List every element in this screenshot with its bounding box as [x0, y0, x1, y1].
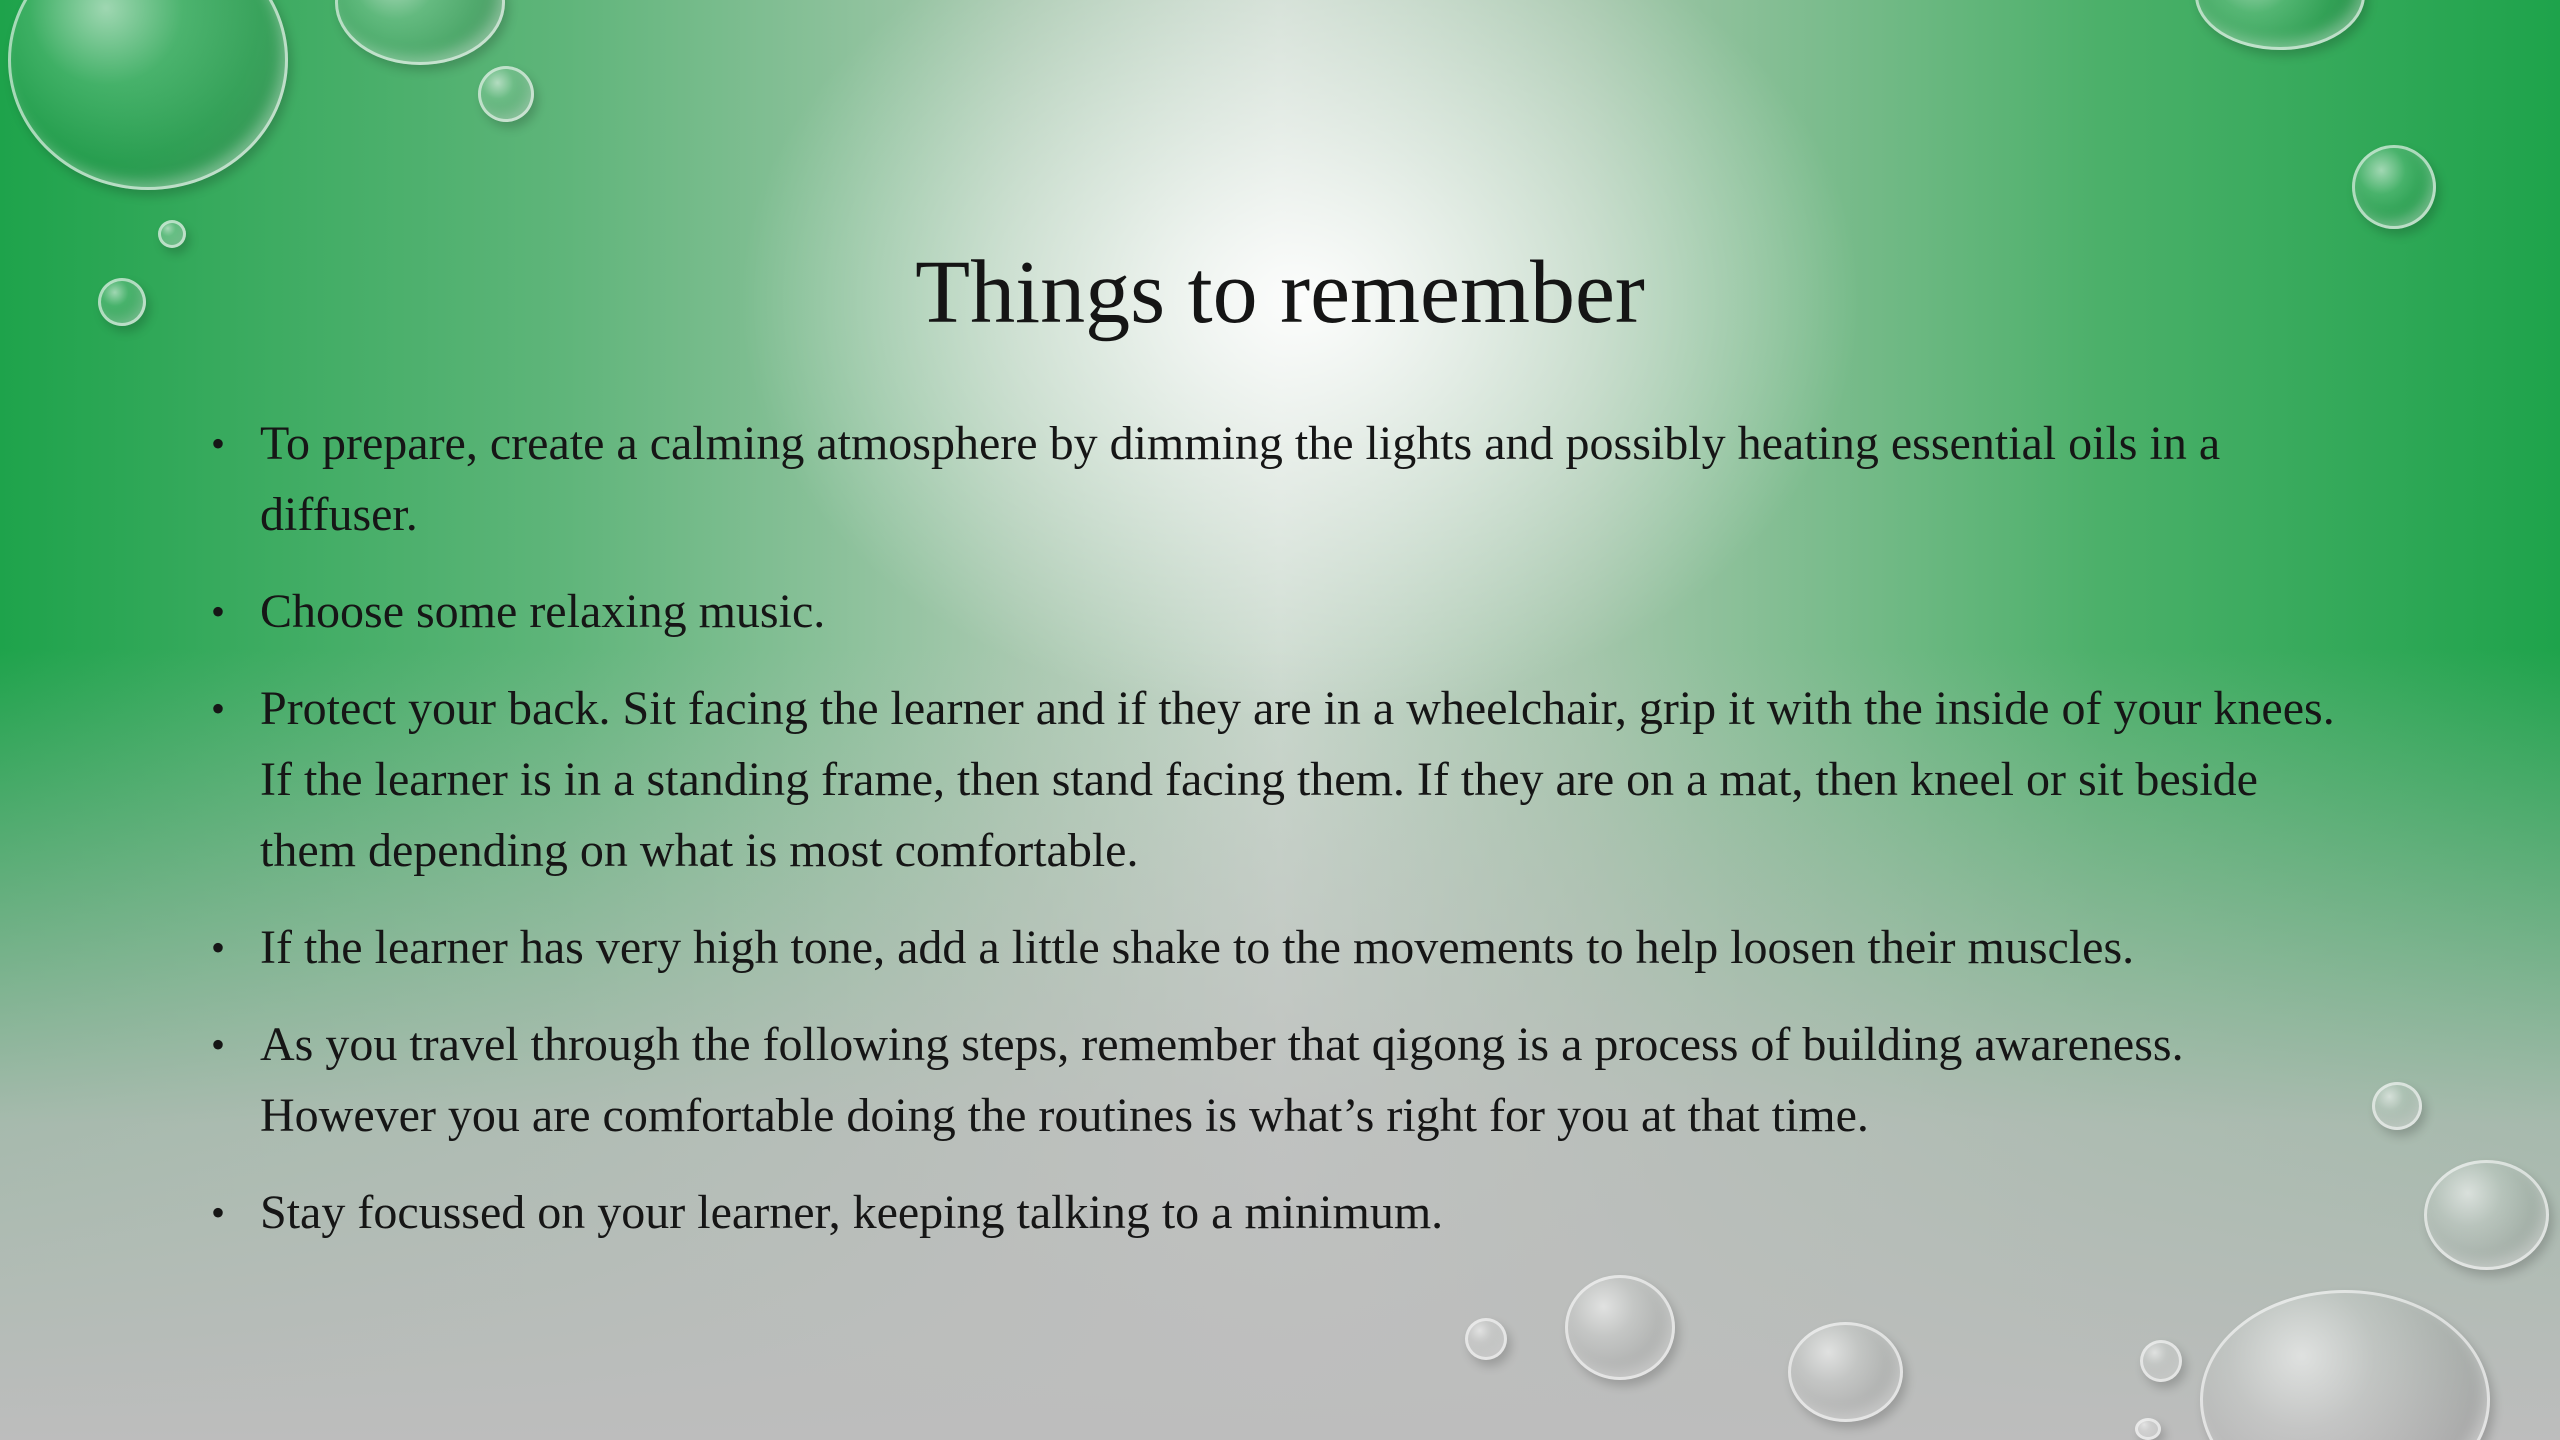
bullet-dot: •	[211, 421, 226, 466]
bullet-dot: •	[211, 925, 226, 970]
bullet-text: Stay focussed on your learner, keeping talking to a minimum.	[260, 1186, 1444, 1239]
bullet-dot: •	[211, 686, 226, 731]
water-droplet-decoration	[1465, 1318, 1507, 1360]
bullet-dot: •	[211, 1022, 226, 1067]
water-droplet-decoration	[2372, 1082, 2422, 1130]
water-droplet-decoration	[1565, 1275, 1675, 1380]
bullet-list	[205, 408, 2355, 1274]
water-droplet-decoration	[8, 0, 288, 190]
bullet-text: To prepare, create a calming atmosphere by dimming the lights and possibly heating essential oils in a diffuser.	[260, 417, 2221, 541]
water-droplet-decoration	[2195, 0, 2365, 50]
bullet-text: If the learner has very high tone, add a little shake to the movements to help loosen their muscles.	[260, 921, 2135, 974]
water-droplet-decoration	[2352, 145, 2436, 229]
list-item	[205, 576, 2355, 647]
list-item	[205, 408, 2355, 550]
list-item	[205, 673, 2355, 886]
water-droplet-decoration	[2424, 1160, 2549, 1270]
water-droplet-decoration	[478, 66, 534, 122]
bullet-text: Protect your back. Sit facing the learner and if they are in a wheelchair, grip it with the inside of your knees. If the learner is in a standing frame, then stand facing them. If they are on a mat, then kneel or sit beside them depending on what is most comfortable.	[260, 682, 2335, 877]
water-droplet-decoration	[2135, 1418, 2161, 1440]
slide-title: Things to remember	[915, 243, 1645, 342]
bullet-dot: •	[211, 589, 226, 634]
water-droplet-decoration	[2140, 1340, 2182, 1382]
bullet-dot: •	[211, 1190, 226, 1235]
water-droplet-decoration	[2200, 1290, 2490, 1440]
list-item	[205, 912, 2355, 983]
list-item	[205, 1177, 2355, 1248]
water-droplet-decoration	[335, 0, 505, 65]
bullet-text: Choose some relaxing music.	[260, 585, 826, 638]
bullet-text: As you travel through the following steps, remember that qigong is a process of building awareness. However you are comfortable doing the routines is what’s right for you at that time.	[260, 1018, 2184, 1142]
list-item	[205, 1009, 2355, 1151]
water-droplet-decoration	[1788, 1322, 1903, 1422]
